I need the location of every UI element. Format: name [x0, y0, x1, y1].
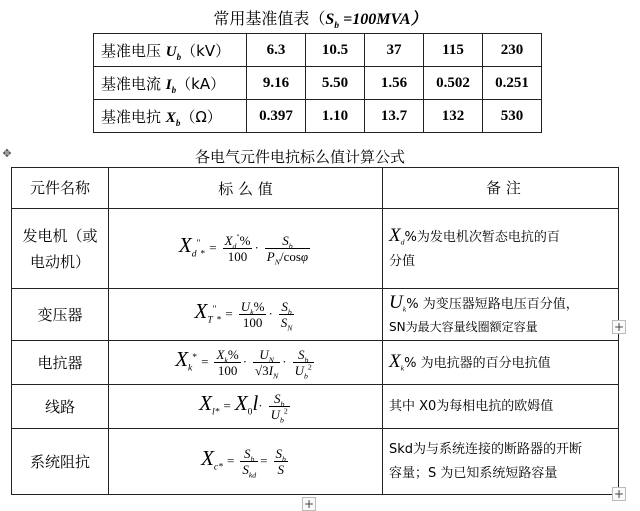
plus-icon[interactable]: +: [613, 487, 625, 501]
table-cell: 1.56: [365, 67, 424, 100]
table1-title-suffix: =100MVA）: [339, 11, 427, 28]
table-row: [12, 385, 619, 429]
table-row: [12, 209, 619, 289]
table-row: [12, 341, 619, 385]
table1-title: [0, 6, 640, 32]
table-row: [12, 289, 619, 341]
table-cell: 0.251: [483, 67, 542, 100]
note-cell: Skd为与系统连接的断路器的开断 容量；S 为已知系统短路容量: [383, 429, 619, 495]
table-cell: 0.502: [424, 67, 483, 100]
table-cell: 37: [365, 34, 424, 67]
formula-transformer: $X_T^"_*$ = $\frac{U_k\%}{100}$ · $\frac{S_b}{S_N}$: [109, 289, 383, 341]
note-cell: $X_d\%$为发电机次暂态电抗的百 分值: [383, 209, 619, 289]
table-cell: 115: [424, 34, 483, 67]
base-values-table: [93, 33, 542, 133]
table-cell: 5.50: [306, 67, 365, 100]
element-name: 电抗器: [12, 341, 109, 385]
table-header-row: [12, 168, 619, 209]
table1-title-prefix: 常用基准值表（: [213, 9, 326, 28]
table-cell: 0.397: [247, 100, 306, 133]
header-note: 备 注: [383, 168, 619, 209]
reactance-formula-table: [11, 167, 619, 495]
element-name: 发电机（或 电动机）: [12, 209, 109, 289]
move-icon[interactable]: ✥: [2, 147, 12, 160]
table-cell: 132: [424, 100, 483, 133]
formula-line: $X_{l*} = X_0l\cdot$ $\frac{S_b}{U_b^2}$: [109, 385, 383, 429]
formula-system: $X_{c*}$ = $\frac{S_b}{S_{kd}}$ = $\frac{S_b}{S}$: [109, 429, 383, 495]
row-label: 基准电抗 $X_b(\Omega)$: [94, 100, 247, 133]
table1-title-sub: b: [334, 20, 340, 32]
plus-icon[interactable]: +: [613, 320, 625, 334]
table-row: [94, 67, 542, 100]
table-cell: 6.3: [247, 34, 306, 67]
table-cell: 10.5: [306, 34, 365, 67]
table-cell: 530: [483, 100, 542, 133]
table-cell: 230: [483, 34, 542, 67]
row-label: 基准电流 $I_b(kA)$: [94, 67, 247, 100]
table2-title: 各电气元件电抗标么值计算公式: [194, 148, 405, 166]
note-cell: $U_k\%$ 为变压器短路电压百分值， SN为最大容量线圈额定容量: [383, 289, 619, 341]
table-row: [12, 429, 619, 495]
element-name: 变压器: [12, 289, 109, 341]
formula-reactor: $X_k^*$ = $\frac{X_k\%}{100}$ · $\frac{U_N}{√3I_N}$ · $\frac{S_b}{U_b^2}$: [109, 341, 383, 385]
table-cell: 13.7: [365, 100, 424, 133]
formula-generator: $X_d^"_*$ = $\frac{X_d^"\%}{100}$ · $\frac{S_b}{P_N/\cos\varphi}$: [109, 209, 383, 289]
table-row: [94, 100, 542, 133]
table-cell: 1.10: [306, 100, 365, 133]
table1-title-symbol: S: [325, 11, 335, 28]
row-label: 基准电压 $U_b(kV)$: [94, 34, 247, 67]
note-cell: 其中 X0为每相电抗的欧姆值: [383, 385, 619, 429]
element-name: 线路: [12, 385, 109, 429]
header-name: 元件名称: [12, 168, 109, 209]
table-cell: 9.16: [247, 67, 306, 100]
table-row: [94, 34, 542, 67]
note-cell: $X_k\%$ 为电抗器的百分电抗值: [383, 341, 619, 385]
header-value: 标 么 值: [109, 168, 383, 209]
plus-icon[interactable]: +: [303, 497, 315, 511]
element-name: 系统阻抗: [12, 429, 109, 495]
